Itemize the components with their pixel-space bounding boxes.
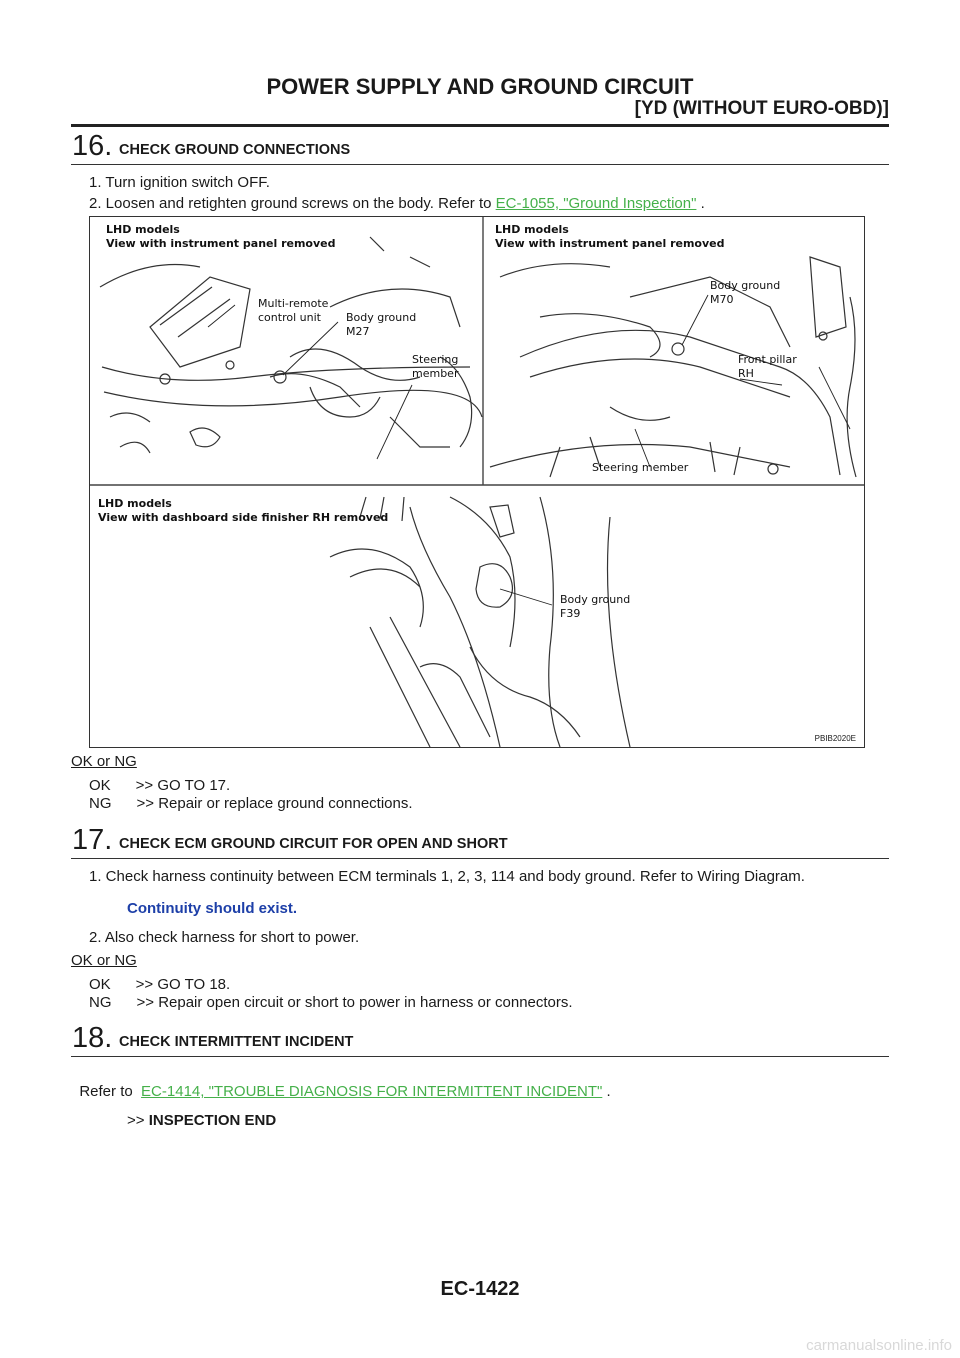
- step-16-heading: [71, 128, 889, 165]
- step-16-item-2: [89, 195, 705, 212]
- engine-variant: [YD (WITHOUT EURO-OBD)]: [634, 98, 889, 119]
- step-17-item-2: 2. Also check harness for short to power.: [89, 929, 360, 946]
- step-title: CHECK GROUND CONNECTIONS: [119, 142, 351, 158]
- step-16-ok: OK >> GO TO 17.: [89, 777, 231, 794]
- body-ground-m70-code: M70: [710, 293, 734, 306]
- inspection-end: [127, 1112, 276, 1129]
- front-pillar-label-2: RH: [738, 367, 754, 380]
- panel-1-leaders: [208, 305, 412, 459]
- item-text: 2. Loosen and retighten ground screws on the body. Refer to: [89, 195, 492, 212]
- body-ground-f39-code: F39: [560, 607, 581, 620]
- panel-2-subtitle: View with instrument panel removed: [495, 237, 725, 250]
- refer-tail: .: [602, 1083, 611, 1100]
- step-title: CHECK ECM GROUND CIRCUIT FOR OPEN AND SHORT: [119, 836, 508, 852]
- step-18-heading: [71, 1020, 889, 1057]
- panel-2-title: LHD models: [495, 223, 569, 236]
- end-prefix: >>: [127, 1112, 145, 1129]
- body-ground-m27-label: Body ground: [346, 311, 417, 324]
- step-16-item-1: 1. Turn ignition switch OFF.: [89, 174, 270, 191]
- panel-1-title: LHD models: [106, 223, 180, 236]
- multi-remote-label: Multi-remote: [258, 297, 329, 310]
- panel-3-labels: [98, 497, 630, 620]
- body-ground-m27-code: M27: [346, 325, 370, 338]
- step-17-ok: OK >> GO TO 18.: [89, 976, 231, 993]
- step-17-ng: NG >> Repair open circuit or short to power in harness or connectors.: [89, 994, 573, 1011]
- steering-member-label-2: member: [412, 367, 459, 380]
- page-number: EC-1422: [440, 1278, 520, 1300]
- panel-3-title: LHD models: [98, 497, 172, 510]
- steering-member-label: Steering: [412, 353, 459, 366]
- multi-remote-label-2: control unit: [258, 311, 321, 324]
- panel-1-subtitle: View with instrument panel removed: [106, 237, 336, 250]
- end-label: INSPECTION END: [148, 1112, 277, 1129]
- step-number: 16.: [72, 130, 113, 162]
- steering-member-label-p2: Steering member: [592, 461, 689, 474]
- panel-3-leaders: [500, 589, 552, 605]
- step-17-result-label: OK or NG: [71, 952, 137, 969]
- panel-3-sketch: [330, 497, 630, 747]
- item-tail: .: [696, 195, 705, 212]
- intermittent-incident-link[interactable]: EC-1414, "TROUBLE DIAGNOSIS FOR INTERMITTENT INCIDENT": [141, 1083, 603, 1100]
- watermark: carmanualsonline.info: [806, 1337, 952, 1354]
- panel-3-subtitle: View with dashboard side finisher RH removed: [98, 511, 389, 524]
- step-17-item-1: 1. Check harness continuity between ECM terminals 1, 2, 3, 114 and body ground. Refer to Wiring Diagram.: [89, 868, 805, 885]
- wiring-illustration: [90, 217, 864, 747]
- step-17-heading: [71, 822, 889, 859]
- refer-text: Refer to: [79, 1083, 142, 1100]
- panel-1-sketch: [100, 237, 482, 453]
- panel-1-labels: [106, 223, 459, 380]
- ground-locations-figure: [89, 216, 865, 748]
- step-18-refer: [71, 1066, 611, 1100]
- header-rule: [71, 124, 889, 127]
- ground-inspection-link[interactable]: EC-1055, "Ground Inspection": [495, 195, 697, 212]
- step-16-ng: NG >> Repair or replace ground connections.: [89, 795, 413, 812]
- body-ground-m70-label: Body ground: [710, 279, 781, 292]
- body-ground-f39-label: Body ground: [560, 593, 631, 606]
- step-number: 18.: [72, 1022, 113, 1054]
- page-title: POWER SUPPLY AND GROUND CIRCUIT: [266, 74, 694, 99]
- step-title: CHECK INTERMITTENT INCIDENT: [119, 1034, 354, 1050]
- figure-id: PBIB2020E: [814, 734, 856, 743]
- step-17-spec: Continuity should exist.: [127, 900, 298, 917]
- panel-2-sketch: [490, 257, 856, 477]
- step-number: 17.: [72, 824, 113, 856]
- front-pillar-label: Front pillar: [738, 353, 797, 366]
- step-16-result-label: OK or NG: [71, 753, 137, 770]
